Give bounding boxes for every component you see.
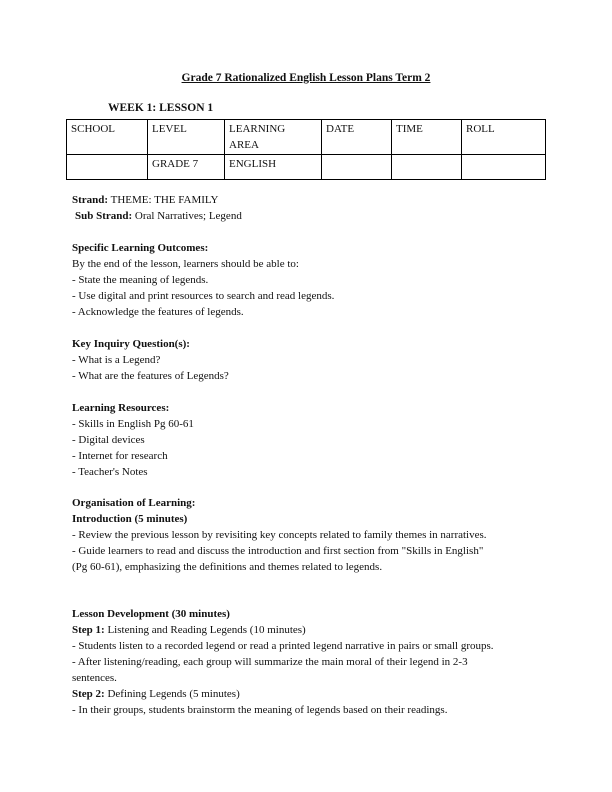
table-cell: ENGLISH bbox=[225, 155, 322, 180]
organisation-heading: Organisation of Learning: bbox=[72, 497, 196, 509]
outcome-line: - State the meaning of legends. bbox=[72, 274, 209, 286]
header-cell: LEARNING AREA bbox=[225, 120, 322, 155]
lesson-info-table bbox=[66, 119, 546, 180]
outcome-line: - Acknowledge the features of legends. bbox=[72, 306, 244, 318]
step-1: Step 1: Listening and Reading Legends (10 minutes) bbox=[72, 624, 306, 636]
step-2-line: - In their groups, students brainstorm the meaning of legends based on their readings. bbox=[72, 704, 448, 716]
introduction-line: (Pg 60-61), emphasizing the definitions and themes related to legends. bbox=[72, 561, 383, 573]
header-cell: ROLL bbox=[462, 120, 546, 155]
document-title: Grade 7 Rationalized English Lesson Plans Term 2 bbox=[181, 72, 431, 84]
introduction-heading: Introduction (5 minutes) bbox=[72, 513, 188, 525]
step-1-line: - After listening/reading, each group will summarize the main moral of their legend in 2-3 bbox=[72, 656, 468, 668]
introduction-line: - Guide learners to read and discuss the introduction and first section from "Skills in English" bbox=[72, 545, 484, 557]
resource-line: - Skills in English Pg 60-61 bbox=[72, 418, 194, 430]
outcomes-heading: Specific Learning Outcomes: bbox=[72, 242, 209, 254]
table-header-row bbox=[67, 120, 546, 155]
sub-strand: Sub Strand: Oral Narratives; Legend bbox=[75, 210, 242, 222]
outcome-line: By the end of the lesson, learners should be able to: bbox=[72, 258, 299, 270]
header-cell: SCHOOL bbox=[67, 120, 148, 155]
resources-heading: Learning Resources: bbox=[72, 402, 170, 414]
table-cell bbox=[392, 155, 462, 180]
development-heading: Lesson Development (30 minutes) bbox=[72, 608, 230, 620]
resource-line: - Internet for research bbox=[72, 450, 168, 462]
inquiry-line: - What are the features of Legends? bbox=[72, 370, 229, 382]
header-cell: TIME bbox=[392, 120, 462, 155]
resource-line: - Digital devices bbox=[72, 434, 145, 446]
table-cell: GRADE 7 bbox=[148, 155, 225, 180]
inquiry-line: - What is a Legend? bbox=[72, 354, 161, 366]
outcome-line: - Use digital and print resources to search and read legends. bbox=[72, 290, 335, 302]
step-2: Step 2: Defining Legends (5 minutes) bbox=[72, 688, 240, 700]
table-row bbox=[67, 155, 546, 180]
table-cell bbox=[462, 155, 546, 180]
header-cell: LEVEL bbox=[148, 120, 225, 155]
resource-line: - Teacher's Notes bbox=[72, 466, 148, 478]
inquiry-heading: Key Inquiry Question(s): bbox=[72, 338, 190, 350]
strand: Strand: THEME: THE FAMILY bbox=[72, 194, 219, 206]
week-lesson-heading: WEEK 1: LESSON 1 bbox=[108, 102, 214, 114]
step-1-line: sentences. bbox=[72, 672, 117, 684]
header-cell: DATE bbox=[322, 120, 392, 155]
step-1-line: - Students listen to a recorded legend or read a printed legend narrative in pairs or small groups. bbox=[72, 640, 494, 652]
introduction-line: - Review the previous lesson by revisiting key concepts related to family themes in narratives. bbox=[72, 529, 487, 541]
table-cell bbox=[322, 155, 392, 180]
table-cell bbox=[67, 155, 148, 180]
